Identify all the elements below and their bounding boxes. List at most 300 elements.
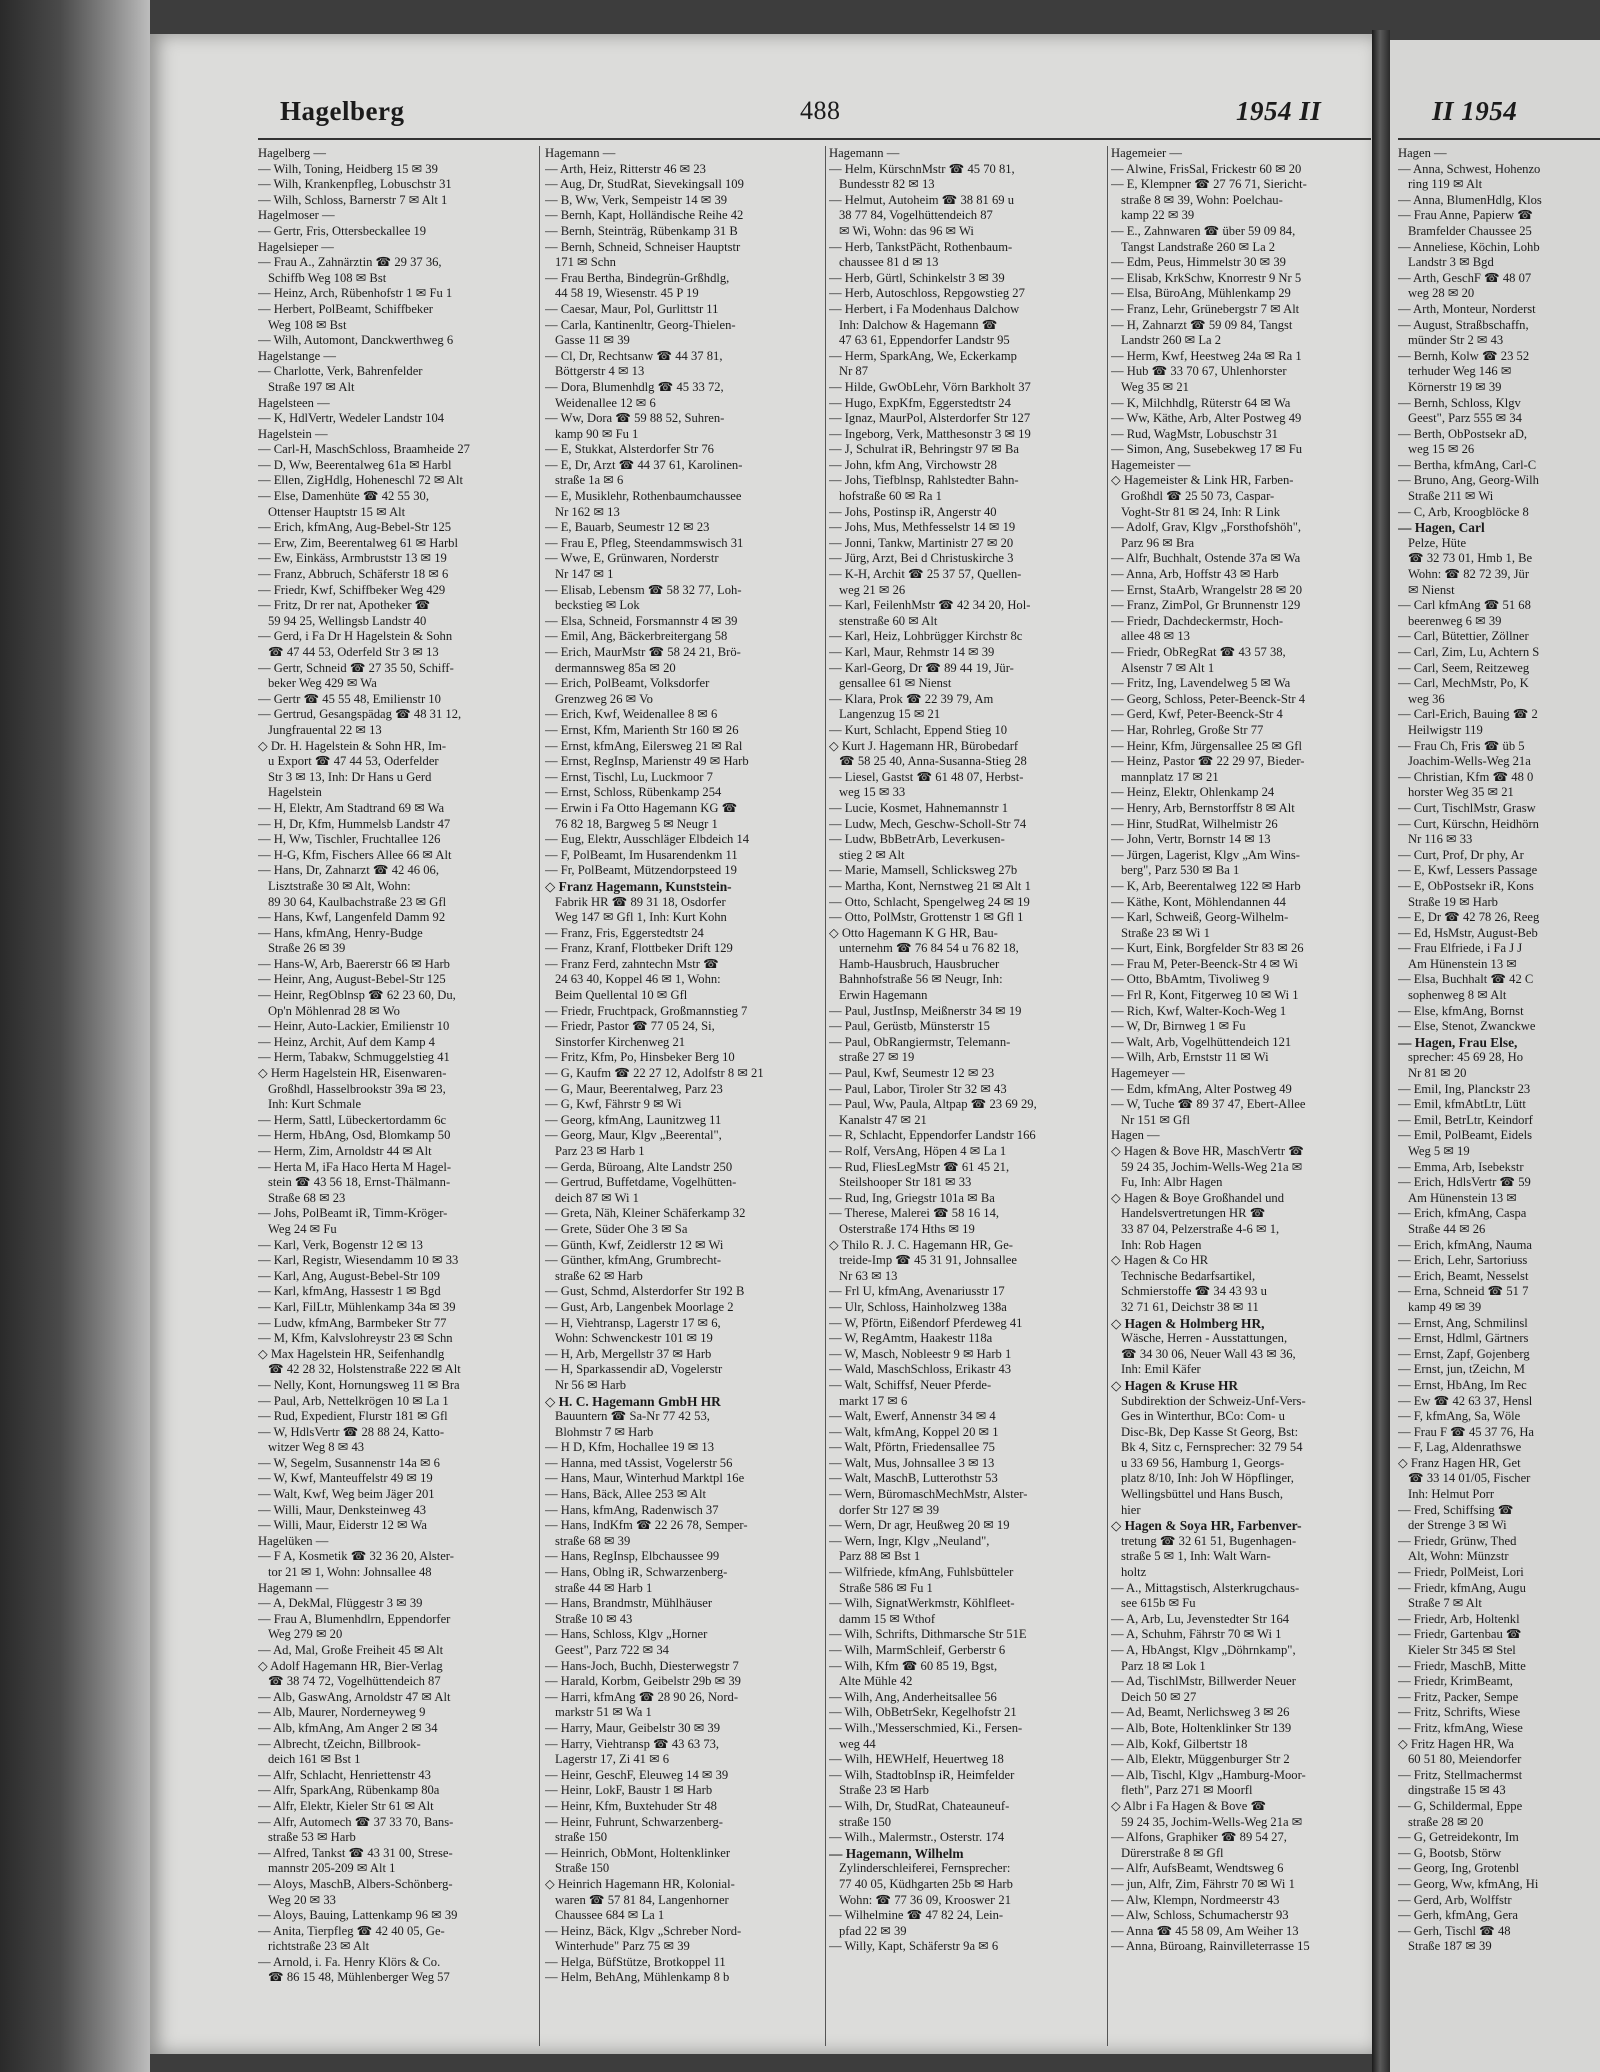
directory-entry: — Franz, Kranf, Flottbeker Drift 129 (545, 941, 733, 956)
directory-entry: — Alb, Kokf, Gilbertstr 18 (1111, 1736, 1248, 1751)
directory-entry: Nr 162 ✉ 13 (555, 504, 620, 519)
directory-entry: — A., Mittagstisch, Alsterkrugchaus- (1111, 1580, 1300, 1595)
directory-entry: Bramfelder Chaussee 25 (1408, 223, 1532, 238)
directory-entry: Straße 187 ✉ 39 (1408, 1939, 1492, 1954)
directory-entry: — Wilh., Malermstr., Osterstr. 174 (829, 1830, 1005, 1845)
directory-entry: horster Weg 35 ✉ 21 (1408, 785, 1514, 800)
directory-entry: — Kurt, Schlacht, Eppend Stieg 10 (829, 722, 1008, 737)
directory-entry: — John, Vertr, Bornstr 14 ✉ 13 (1111, 832, 1271, 847)
directory-entry: Hagelsieper — (258, 239, 334, 254)
directory-entry: — Frau A., Zahnärztin ☎ 29 37 36, (258, 255, 442, 270)
directory-entry: Chaussee 684 ✉ La 1 (555, 1908, 665, 1923)
directory-entry: Str 3 ✉ 13, Inh: Dr Hans u Gerd (268, 769, 432, 784)
directory-entry: — Harald, Korbm, Geibelstr 29b ✉ 39 (545, 1674, 741, 1689)
directory-entry: Inh: Helmut Porr (1408, 1487, 1495, 1502)
directory-entry: — Fritz, kfmAng, Wiese (1398, 1720, 1523, 1735)
directory-entry: — Karl, FeilenhMstr ☎ 42 34 20, Hol- (829, 598, 1031, 613)
directory-entry: — Ernst, Zapf, Gojenberg (1398, 1346, 1530, 1361)
directory-entry: — Greta, Näh, Kleiner Schäferkamp 32 (545, 1206, 746, 1221)
header-rule-right (1398, 138, 1600, 140)
directory-entry: — Martha, Kont, Nernstweg 21 ✉ Alt 1 (829, 878, 1031, 893)
directory-entry: Großhdl ☎ 25 50 73, Caspar- (1121, 489, 1275, 504)
directory-entry: — Heinr, Auto-Lackier, Emilienstr 10 (258, 1019, 450, 1034)
directory-entry: — Elisab, KrkSchw, Knorrestr 9 Nr 5 (1111, 270, 1302, 285)
directory-entry: — Ludw, kfmAng, Barmbeker Str 77 (258, 1315, 447, 1330)
directory-entry: 32 71 61, Deichstr 38 ✉ 11 (1121, 1299, 1259, 1314)
directory-entry: ◇ Herm Hagelstein HR, Eisenwaren- (258, 1066, 447, 1081)
directory-entry: hofstraße 60 ✉ Ra 1 (839, 489, 942, 504)
directory-entry: — Heinr, Kfm, Jürgensallee 25 ✉ Gfl (1111, 738, 1302, 753)
directory-entry: Böttgerstr 4 ✉ 13 (555, 364, 645, 379)
directory-entry: — Gerda, Büroang, Alte Landstr 250 (545, 1159, 733, 1174)
directory-entry: — Alfr, AufsBeamt, Wendtsweg 6 (1111, 1861, 1284, 1876)
directory-entry: — Else, Stenot, Zwanckwe (1398, 1019, 1536, 1034)
directory-entry: — Hagen, Carl (1398, 520, 1485, 536)
directory-entry: — Paul, Arb, Nettelkrögen 10 ✉ La 1 (258, 1393, 449, 1408)
directory-entry: — Hans, Kwf, Langenfeld Damm 92 (258, 910, 446, 925)
directory-entry: — Bernh, Schloss, Klgv (1398, 395, 1521, 410)
directory-entry: — Ernst, StaArb, Wrangelstr 28 ✉ 20 (1111, 582, 1302, 597)
directory-column-4 (1111, 146, 1371, 2046)
directory-entry: — Rud, WagMstr, Lobuschstr 31 (1111, 426, 1278, 441)
directory-entry: — E, Klempner ☎ 27 76 71, Siericht- (1111, 177, 1307, 192)
directory-entry: — Friedr, PolMeist, Lori (1398, 1565, 1524, 1580)
directory-entry: u 33 69 56, Hamburg 1, Georgs- (1121, 1455, 1285, 1470)
directory-entry: Bundesstr 82 ✉ 13 (839, 177, 935, 192)
directory-entry: Hagemann — (258, 1580, 329, 1595)
directory-entry: — Hugo, ExpKfm, Eggerstedtstr 24 (829, 395, 1011, 410)
directory-entry: — Herm, Kwf, Heestweg 24a ✉ Ra 1 (1111, 348, 1302, 363)
directory-entry: — Fritz, Stellmachermst (1398, 1767, 1523, 1782)
directory-entry: — Hans, kfmAng, Radenwisch 37 (545, 1502, 719, 1517)
directory-entry: — G, Schildermal, Eppe (1398, 1798, 1523, 1813)
directory-entry: — Eug, Elektr, Ausschläger Elbdeich 14 (545, 832, 750, 847)
directory-entry: tretung ☎ 32 61 51, Bugenhagen- (1121, 1533, 1297, 1548)
directory-entry: — W, Tuche ☎ 89 37 47, Ebert-Allee (1111, 1097, 1306, 1112)
directory-entry: Parz 18 ✉ Lok 1 (1121, 1658, 1206, 1673)
directory-entry: witzer Weg 8 ✉ 43 (268, 1440, 365, 1455)
directory-entry: — Herbert, i Fa Modenhaus Dalchow (829, 301, 1020, 316)
directory-entry: — Hans-Joch, Buchh, Diesterwegstr 7 (545, 1658, 739, 1673)
directory-entry: — Hans, kfmAng, Henry-Budge (258, 925, 423, 940)
directory-entry: Körnerstr 19 ✉ 39 (1408, 379, 1502, 394)
directory-entry: — Bernh, Schneid, Schneiser Hauptstr (545, 239, 741, 254)
directory-entry: straße 44 ✉ Harb 1 (555, 1580, 653, 1595)
directory-entry: Hagemeister — (1111, 457, 1191, 472)
directory-entry: — Jürgen, Lagerist, Klgv „Am Wins- (1111, 847, 1300, 862)
directory-entry: Tangst Landstraße 260 ✉ La 2 (1121, 239, 1276, 254)
directory-entry: — Carl, MechMstr, Po, K (1398, 676, 1529, 691)
directory-entry: Zylinderschleiferei, Fernsprecher: (839, 1861, 1011, 1876)
directory-entry: kamp 49 ✉ 39 (1408, 1299, 1482, 1314)
directory-entry: — Ww, Käthe, Arb, Alter Postweg 49 (1111, 411, 1302, 426)
directory-entry: — Gust, Schmd, Alsterdorfer Str 192 B (545, 1284, 745, 1299)
directory-column-5 (1398, 146, 1598, 2046)
running-head-year: 1954 II (1236, 96, 1322, 126)
directory-column-3 (829, 146, 1105, 2046)
directory-entry: — Fritz, Packer, Sempe (1398, 1689, 1519, 1704)
directory-entry: — Rud, Ing, Griegstr 101a ✉ Ba (829, 1190, 995, 1205)
directory-entry: — Dora, Blumenhdlg ☎ 45 33 72, (545, 379, 724, 394)
directory-entry: — Helm, KürschnMstr ☎ 45 70 81, (829, 161, 1015, 176)
directory-entry: ◇ Hagen & Kruse HR (1111, 1377, 1239, 1393)
directory-entry: ◇ Dr. H. Hagelstein & Sohn HR, Im- (258, 738, 447, 753)
directory-entry: Straße 7 ✉ Alt (1408, 1596, 1482, 1611)
directory-entry: — G, Kaufm ☎ 22 27 12, Adolfstr 8 ✉ 21 (545, 1066, 764, 1081)
directory-entry: — Anita, Tierpfleg ☎ 42 40 05, Ge- (258, 1923, 445, 1938)
directory-entry: — Erich, kfmAng, Nauma (1398, 1237, 1532, 1252)
directory-entry: — Heinr, Kfm, Buxtehuder Str 48 (545, 1798, 717, 1813)
directory-entry: — F, kfmAng, Sa, Wöle (1398, 1409, 1521, 1424)
directory-entry: — Wilh, Krankenpfleg, Lobuschstr 31 (258, 177, 452, 192)
directory-entry: — August, Straßbschaffn, (1398, 317, 1529, 332)
directory-entry: — Frau Anne, Papierw ☎ (1398, 208, 1533, 223)
directory-entry: Nr 87 (839, 364, 869, 379)
directory-entry: Nr 147 ✉ 1 (555, 567, 614, 582)
directory-entry: ☎ 86 15 48, Mühlenberger Weg 57 (268, 1970, 450, 1985)
directory-entry: — Paul, ObRangiermstr, Telemann- (829, 1034, 1011, 1049)
directory-entry: — Gerh, Tischl ☎ 48 (1398, 1923, 1511, 1938)
directory-entry: ◇ H. C. Hagemann GmbH HR (545, 1393, 721, 1409)
directory-entry: — Gertr, Fris, Ottersbeckallee 19 (258, 223, 427, 238)
directory-entry: — Jürg, Arzt, Bei d Christuskirche 3 (829, 551, 1014, 566)
directory-entry: — Frau A, Blumenhdlrn, Eppendorfer (258, 1611, 451, 1626)
directory-entry: — Franz, Fris, Eggerstedtstr 24 (545, 925, 704, 940)
directory-entry: — K, HdlVertr, Wedeler Landstr 104 (258, 411, 445, 426)
directory-entry: — W, Kwf, Manteuffelstr 49 ✉ 19 (258, 1471, 433, 1486)
directory-entry: Hagelstein — (258, 426, 328, 441)
directory-entry: — Franz Ferd, zahntechn Mstr ☎ (545, 956, 719, 971)
directory-entry: — Bernh, Steinträg, Rübenkamp 31 B (545, 223, 738, 238)
directory-entry: Am Hünenstein 13 ✉ (1408, 1190, 1517, 1205)
directory-entry: Straße 10 ✉ 43 (555, 1611, 633, 1626)
directory-entry: — Erich, kfmAng, Aug-Bebel-Str 125 (258, 520, 452, 535)
directory-entry: — Hans, RegInsp, Elbchaussee 99 (545, 1549, 720, 1564)
directory-entry: ◇ Hagen & Holmberg HR, (1111, 1315, 1265, 1331)
directory-entry: — Friedr, Pastor ☎ 77 05 24, Si, (545, 1019, 715, 1034)
directory-entry: straße 53 ✉ Harb (268, 1830, 356, 1845)
directory-entry: — H-G, Kfm, Fischers Allee 66 ✉ Alt (258, 847, 452, 862)
directory-entry: — Anna ☎ 45 58 09, Am Weiher 13 (1111, 1923, 1299, 1938)
directory-entry: — Rich, Kwf, Walter-Koch-Weg 1 (1111, 1003, 1287, 1018)
directory-entry: — E, Kwf, Lessers Passage (1398, 863, 1538, 878)
directory-entry: — Arth, GeschF ☎ 48 07 (1398, 270, 1532, 285)
directory-entry: 59 94 25, Wellingsb Landstr 40 (268, 613, 427, 628)
directory-entry: — Liesel, Gastst ☎ 61 48 07, Herbst- (829, 769, 1024, 784)
directory-entry: Disc-Bk, Dep Kasse St Georg, Bst: (1121, 1424, 1299, 1439)
directory-entry: — Wilh, Dr, StudRat, Chateauneuf- (829, 1798, 1010, 1813)
directory-entry: — Marie, Mamsell, Schlicksweg 27b (829, 863, 1018, 878)
directory-entry: — Wald, MaschSchloss, Erikastr 43 (829, 1362, 1012, 1377)
directory-entry: — Frau F ☎ 45 37 76, Ha (1398, 1424, 1535, 1439)
directory-entry: — Wilh, ObBetrSekr, Kegelhofstr 21 (829, 1705, 1017, 1720)
directory-entry: Sinstorfer Kirchenweg 21 (555, 1034, 686, 1049)
directory-entry: beerenweg 6 ✉ 39 (1408, 613, 1502, 628)
directory-entry: — E, Dr ☎ 42 78 26, Reeg (1398, 910, 1540, 925)
directory-entry: — Ernst, HbAng, Im Rec (1398, 1377, 1527, 1392)
directory-entry: — Walt, Schiffsf, Neuer Pferde- (829, 1377, 992, 1392)
directory-entry: ✉ Wi, Wohn: das 96 ✉ Wi (839, 223, 974, 238)
directory-entry: — Har, Rohrleg, Große Str 77 (1111, 722, 1264, 737)
directory-entry: — Ingeborg, Verk, Matthesonstr 3 ✉ 19 (829, 426, 1031, 441)
directory-entry: — Hans-W, Arb, Baererstr 66 ✉ Harb (258, 956, 450, 971)
directory-entry: Hagelsteen — (258, 395, 330, 410)
directory-entry: — A, Schuhm, Fährstr 70 ✉ Wi 1 (1111, 1627, 1282, 1642)
directory-entry: — Aug, Dr, StudRat, Sievekingsall 109 (545, 177, 744, 192)
directory-entry: — Ernst, RegInsp, Marienstr 49 ✉ Harb (545, 754, 749, 769)
directory-entry: — Gertrud, Buffetdame, Vogelhütten- (545, 1175, 737, 1190)
directory-entry: — Carl, Seem, Reitzeweg (1398, 660, 1530, 675)
directory-entry: — E, Bauarb, Seumestr 12 ✉ 23 (545, 520, 710, 535)
directory-entry: berg", Parz 530 ✉ Ba 1 (1121, 863, 1240, 878)
directory-entry: 24 63 40, Koppel 46 ✉ 1, Wohn: (555, 972, 721, 987)
directory-entry: Blohmstr 7 ✉ Harb (555, 1424, 654, 1439)
directory-entry: ◇ Fritz Hagen HR, Wa (1398, 1736, 1514, 1751)
directory-entry: — H, Dr, Kfm, Hummelsb Landstr 47 (258, 816, 451, 831)
directory-entry: Nr 151 ✉ Gfl (1121, 1112, 1190, 1127)
directory-entry: — Ew, Einkäss, Armbruststr 13 ✉ 19 (258, 551, 447, 566)
directory-entry: der Strenge 3 ✉ Wi (1408, 1518, 1507, 1533)
directory-entry: — Else, kfmAng, Bornst (1398, 1003, 1524, 1018)
directory-entry: — Karl-Georg, Dr ☎ 89 44 19, Jür- (829, 660, 1014, 675)
directory-entry: stein ☎ 43 56 18, Ernst-Thälmann- (268, 1175, 451, 1190)
directory-entry: — Carl-H, MaschSchloss, Braamheide 27 (258, 442, 470, 457)
directory-entry: — Ernst, Kfm, Marienth Str 160 ✉ 26 (545, 722, 739, 737)
directory-entry: — Alw, Klempn, Nordmeerstr 43 (1111, 1892, 1280, 1907)
directory-entry: — Berth, ObPostsekr aD, (1398, 426, 1528, 441)
directory-entry: — Curt, Kürschn, Heidhörn (1398, 816, 1539, 831)
directory-entry: sprecher: 45 69 28, Ho (1408, 1050, 1524, 1065)
directory-entry: — Wilh, HEWHelf, Heuertweg 18 (829, 1752, 1004, 1767)
directory-entry: Bauuntern ☎ Sa-Nr 77 42 53, (555, 1409, 710, 1424)
directory-entry: pfad 22 ✉ 39 (839, 1923, 907, 1938)
directory-entry: — Heinr, RegOblnsp ☎ 62 23 60, Du, (258, 988, 456, 1003)
directory-entry: — Emil, PolBeamt, Eidels (1398, 1128, 1532, 1143)
directory-entry: straße 28 ✉ 20 (1408, 1814, 1484, 1829)
directory-entry: — Bruno, Ang, Georg-Wilh (1398, 473, 1539, 488)
directory-entry: u Export ☎ 47 44 53, Oderfelder (268, 754, 439, 769)
directory-entry: — Arth, Monteur, Norderst (1398, 301, 1536, 316)
directory-entry: — Ernst, kfmAng, Eilersweg 21 ✉ Ral (545, 738, 743, 753)
directory-entry: — Willy, Kapt, Schäferstr 9a ✉ 6 (829, 1939, 999, 1954)
directory-entry: — Heinz, Arch, Rübenhofstr 1 ✉ Fu 1 (258, 286, 453, 301)
directory-entry: — Anneliese, Köchin, Lohb (1398, 239, 1540, 254)
directory-entry: — Paul, Gerüstb, Münsterstr 15 (829, 1019, 990, 1034)
directory-entry: — Herta M, iFa Haco Herta M Hagel- (258, 1159, 452, 1174)
directory-entry: — E, Dr, Arzt ☎ 44 37 61, Karolinen- (545, 457, 743, 472)
directory-entry: Straße 197 ✉ Alt (268, 379, 355, 394)
directory-entry: — Alb, kfmAng, Am Anger 2 ✉ 34 (258, 1720, 438, 1735)
directory-entry: — Wern, Ingr, Klgv „Neuland", (829, 1533, 990, 1548)
directory-entry: Nr 56 ✉ Harb (555, 1377, 627, 1392)
directory-entry: Subdirektion der Schweiz-Unf-Vers- (1121, 1393, 1306, 1408)
directory-entry: — Bernh, Kolw ☎ 23 52 (1398, 348, 1530, 363)
directory-entry: — Hub ☎ 33 70 67, Uhlenhorster (1111, 364, 1287, 379)
directory-entry: Straße 23 ✉ Harb (839, 1783, 929, 1798)
directory-entry: markt 17 ✉ 6 (839, 1393, 908, 1408)
directory-entry: Nr 116 ✉ 33 (1408, 832, 1473, 847)
directory-entry: — Emil, kfmAbtLtr, Lütt (1398, 1097, 1526, 1112)
directory-entry: — Georg, Ww, kfmAng, Hi (1398, 1876, 1539, 1891)
directory-entry: Pelze, Hüte (1408, 535, 1467, 550)
directory-entry: — Alfr, Elektr, Kieler Str 61 ✉ Alt (258, 1798, 434, 1813)
directory-entry: — Aloys, Bauing, Lattenkamp 96 ✉ 39 (258, 1908, 458, 1923)
directory-entry: Parz 96 ✉ Bra (1121, 535, 1195, 550)
directory-entry: — Georg, Ing, Grotenbl (1398, 1861, 1520, 1876)
directory-entry: — R, Schlacht, Eppendorfer Landstr 166 (829, 1128, 1036, 1143)
directory-entry: weg 44 (839, 1736, 876, 1751)
directory-entry: — Frau Elfriede, i Fa J J (1398, 941, 1523, 956)
directory-entry: allee 48 ✉ 13 (1121, 629, 1190, 644)
directory-entry: — Arnold, i. Fa. Henry Klörs & Co. (258, 1954, 441, 1969)
directory-entry: — Johs, Tiefblnsp, Rahlstedter Bahn- (829, 473, 1019, 488)
directory-entry: Hagelmoser — (258, 208, 335, 223)
directory-entry: — Ww, Dora ☎ 59 88 52, Suhren- (545, 411, 725, 426)
directory-entry: 77 40 05, Küdhgarten 25b ✉ Harb (839, 1876, 1013, 1891)
directory-entry: — Herm, Sattl, Lübeckertordamm 6c (258, 1112, 447, 1127)
directory-entry: — Fritz, Ing, Lavendelweg 5 ✉ Wa (1111, 676, 1291, 691)
directory-entry: weg 36 (1408, 691, 1445, 706)
directory-entry: — Elsa, Schneid, Forsmannstr 4 ✉ 39 (545, 613, 738, 628)
directory-entry: ☎ 33 14 01/05, Fischer (1408, 1471, 1531, 1486)
directory-entry: — Wilh, Schloss, Barnerstr 7 ✉ Alt 1 (258, 192, 448, 207)
directory-entry: — A, HbAngst, Klgv „Döhrnkamp", (1111, 1643, 1296, 1657)
directory-entry: — Ernst, jun, tZeichn, M (1398, 1362, 1525, 1377)
directory-entry: — Wilh.,'Messerschmied, Ki., Fersen- (829, 1720, 1023, 1735)
book-gutter (1372, 30, 1390, 2072)
directory-entry: Inh: Emil Käfer (1121, 1362, 1201, 1377)
directory-entry: — Erich, PolBeamt, Volksdorfer (545, 676, 710, 691)
directory-entry: — Hans, Bäck, Allee 253 ✉ Alt (545, 1487, 706, 1502)
directory-entry: münder Str 2 ✉ 43 (1408, 333, 1504, 348)
directory-entry: — Fr, PolBeamt, Mützendorpsteed 19 (545, 863, 737, 878)
directory-entry: — Herb, Autoschloss, Repgowstieg 27 (829, 286, 1025, 301)
directory-entry: — Adolf, Grav, Klgv „Forsthofshöh", (1111, 520, 1302, 535)
directory-entry: — Helm, BehAng, Mühlenkamp 8 b (545, 1970, 730, 1985)
directory-entry: Winterhude" Parz 75 ✉ 39 (555, 1939, 690, 1954)
directory-entry: — Käthe, Kont, Möhlendannen 44 (1111, 894, 1286, 909)
directory-entry: — Aloys, MaschB, Albers-Schönberg- (258, 1876, 453, 1891)
directory-entry: ◇ Franz Hagen HR, Get (1398, 1455, 1521, 1470)
directory-entry: 47 63 61, Eppendorfer Landstr 95 (839, 333, 1010, 348)
directory-entry: — Cl, Dr, Rechtsanw ☎ 44 37 81, (545, 348, 723, 363)
directory-entry: — C, Arb, Kroogblöcke 8 (1398, 504, 1529, 519)
directory-entry: Schmierstoffe ☎ 34 43 93 u (1121, 1284, 1267, 1299)
directory-entry: — K-H, Archit ☎ 25 37 57, Quellen- (829, 567, 1022, 582)
directory-entry: Parz 88 ✉ Bst 1 (839, 1549, 921, 1564)
directory-entry: — Erich, kfmAng, Caspa (1398, 1206, 1527, 1221)
directory-entry: Langenzug 15 ✉ 21 (839, 707, 941, 722)
directory-entry: — Elisab, Lebensm ☎ 58 32 77, Loh- (545, 582, 742, 597)
directory-entry: — Ad, TischlMstr, Billwerder Neuer (1111, 1674, 1296, 1689)
directory-entry: — Curt, TischlMstr, Grasw (1398, 800, 1536, 815)
directory-entry: ◇ Max Hagelstein HR, Seifenhandlg (258, 1346, 445, 1361)
directory-entry: Technische Bedarfsartikel, (1121, 1268, 1256, 1283)
directory-entry: — Hans, IndKfm ☎ 22 26 78, Semper- (545, 1518, 748, 1533)
directory-entry: — Anna, BlumenHdlg, Klos (1398, 192, 1542, 207)
directory-entry: — Wern, BüromaschMechMstr, Alster- (829, 1487, 1028, 1502)
directory-entry: Straße 586 ✉ Fu 1 (839, 1580, 933, 1595)
directory-entry: — Gerd, Kwf, Peter-Beenck-Str 4 (1111, 707, 1283, 722)
directory-entry: — Bertha, kfmAng, Carl-C (1398, 457, 1537, 472)
directory-entry: Ottenser Hauptstr 15 ✉ Alt (268, 504, 406, 519)
directory-entry: — W, HdlsVertr ☎ 28 88 24, Katto- (258, 1424, 445, 1439)
directory-entry: — Wilhelmine ☎ 47 82 24, Lein- (829, 1908, 1004, 1923)
directory-entry: — Alb, GaswAng, Arnoldstr 47 ✉ Alt (258, 1689, 451, 1704)
directory-entry: — Kurt, Eink, Borgfelder Str 83 ✉ 26 (1111, 941, 1304, 956)
directory-entry: — Heinz, Bäck, Klgv „Schreber Nord- (545, 1923, 742, 1938)
directory-entry: — A, DekMal, Flüggestr 3 ✉ 39 (258, 1596, 423, 1611)
directory-entry: — Ernst, Hdlml, Gärtners (1398, 1331, 1529, 1346)
directory-entry: mannstr 205-209 ✉ Alt 1 (268, 1861, 396, 1876)
directory-entry: — Charlotte, Verk, Bahrenfelder (258, 364, 423, 379)
directory-entry: ◇ Adolf Hagemann HR, Bier-Verlag (258, 1658, 443, 1673)
scan-shadow-left (0, 0, 150, 2072)
directory-entry: — Fritz, Kfm, Po, Hinsbeker Berg 10 (545, 1050, 735, 1065)
column-divider (539, 146, 540, 2046)
directory-entry: — Karl, Ang, August-Bebel-Str 109 (258, 1268, 440, 1283)
directory-entry: Handelsvertretungen HR ☎ (1121, 1206, 1266, 1221)
directory-entry: Hagen — (1111, 1128, 1160, 1143)
directory-entry: — Jonni, Tankw, Martinistr 27 ✉ 20 (829, 535, 1014, 550)
directory-entry: — Gertrud, Gesangspädag ☎ 48 31 12, (258, 707, 462, 722)
directory-entry: — Henry, Arb, Bernstorffstr 8 ✉ Alt (1111, 800, 1295, 815)
directory-entry: Parz 23 ✉ Harb 1 (555, 1144, 645, 1158)
directory-entry: — Fred, Schiffsing ☎ (1398, 1502, 1514, 1517)
directory-entry: — Bernh, Kapt, Holländische Reihe 42 (545, 208, 744, 223)
directory-entry: — Rolf, VersAng, Höpen 4 ✉ La 1 (829, 1144, 1007, 1158)
directory-entry: Lisztstraße 30 ✉ Alt, Wohn: (268, 878, 411, 893)
directory-entry: — Wilh, MarmSchleif, Gerberstr 6 (829, 1643, 1006, 1657)
directory-entry: — Herb, TankstPächt, Rothenbaum- (829, 239, 1013, 254)
directory-entry: — Emil, BetrLtr, Keindorf (1398, 1112, 1533, 1127)
directory-entry: — Helmut, Autoheim ☎ 38 81 69 u (829, 192, 1014, 207)
directory-entry: 59 24 35, Jochim-Wells-Weg 21a ✉ (1121, 1159, 1303, 1174)
directory-entry: — Georg, Schloss, Peter-Beenck-Str 4 (1111, 691, 1305, 706)
directory-entry: Ges in Winterthur, BCo: Com- u (1121, 1409, 1285, 1424)
directory-entry: dermannsweg 85a ✉ 20 (555, 660, 676, 675)
directory-entry: Hamb-Hausbruch, Hausbrucher (839, 956, 1000, 971)
directory-entry: — Wern, Dr agr, Heußweg 20 ✉ 19 (829, 1518, 1010, 1533)
directory-entry: — Friedr, KrimBeamt, (1398, 1674, 1513, 1689)
directory-entry: — Frau Ch, Fris ☎ üb 5 (1398, 738, 1525, 753)
directory-entry: straße 5 ✉ 1, Inh: Walt Warn- (1121, 1549, 1271, 1564)
directory-entry: ◇ Franz Hagemann, Kunststein- (545, 878, 732, 894)
directory-entry: — Carl-Erich, Bauing ☎ 2 (1398, 707, 1538, 722)
directory-entry: Bahnhofstraße 56 ✉ Neugr, Inh: (839, 972, 1003, 987)
directory-entry: Grenzweg 26 ✉ Vo (555, 691, 653, 706)
directory-entry: — Erwin i Fa Otto Hagemann KG ☎ (545, 800, 738, 815)
directory-entry: — Walt, Kwf, Weg beim Jäger 201 (258, 1487, 435, 1502)
directory-entry: tor 21 ✉ 1, Wohn: Johnsallee 48 (268, 1565, 432, 1580)
directory-entry: — Otto, BbAmtm, Tivoliweg 9 (1111, 972, 1270, 987)
directory-entry: — Hans, Dr, Zahnarzt ☎ 42 46 06, (258, 863, 439, 878)
directory-entry: — Rud, FliesLegMstr ☎ 61 45 21, (829, 1159, 1010, 1174)
directory-entry: — Fritz, Dr rer nat, Apotheker ☎ (258, 598, 431, 613)
directory-entry: — Friedr, Gartenbau ☎ (1398, 1627, 1522, 1642)
directory-entry: — Wilh, SignatWerkmstr, Köhlfleet- (829, 1596, 1015, 1611)
directory-entry: Heilwigstr 119 (1408, 722, 1483, 737)
directory-entry: Weg 279 ✉ 20 (268, 1627, 343, 1642)
directory-entry: — W, Pförtn, Eißendorf Pferdeweg 41 (829, 1315, 1023, 1330)
directory-entry: — Georg, Maur, Klgv „Beerental", (545, 1128, 722, 1143)
directory-entry: ◇ Kurt J. Hagemann HR, Bürobedarf (829, 738, 1019, 753)
directory-entry: — Günth, Kwf, Zeidlerstr 12 ✉ Wi (545, 1237, 724, 1252)
directory-entry: — Walt, Mus, Johnsallee 3 ✉ 13 (829, 1455, 995, 1470)
directory-entry: — Wwe, E, Grünwaren, Norderstr (545, 551, 719, 566)
directory-entry: — Karl, Registr, Wiesendamm 10 ✉ 33 (258, 1253, 459, 1268)
directory-entry: straße 150 (555, 1830, 608, 1845)
